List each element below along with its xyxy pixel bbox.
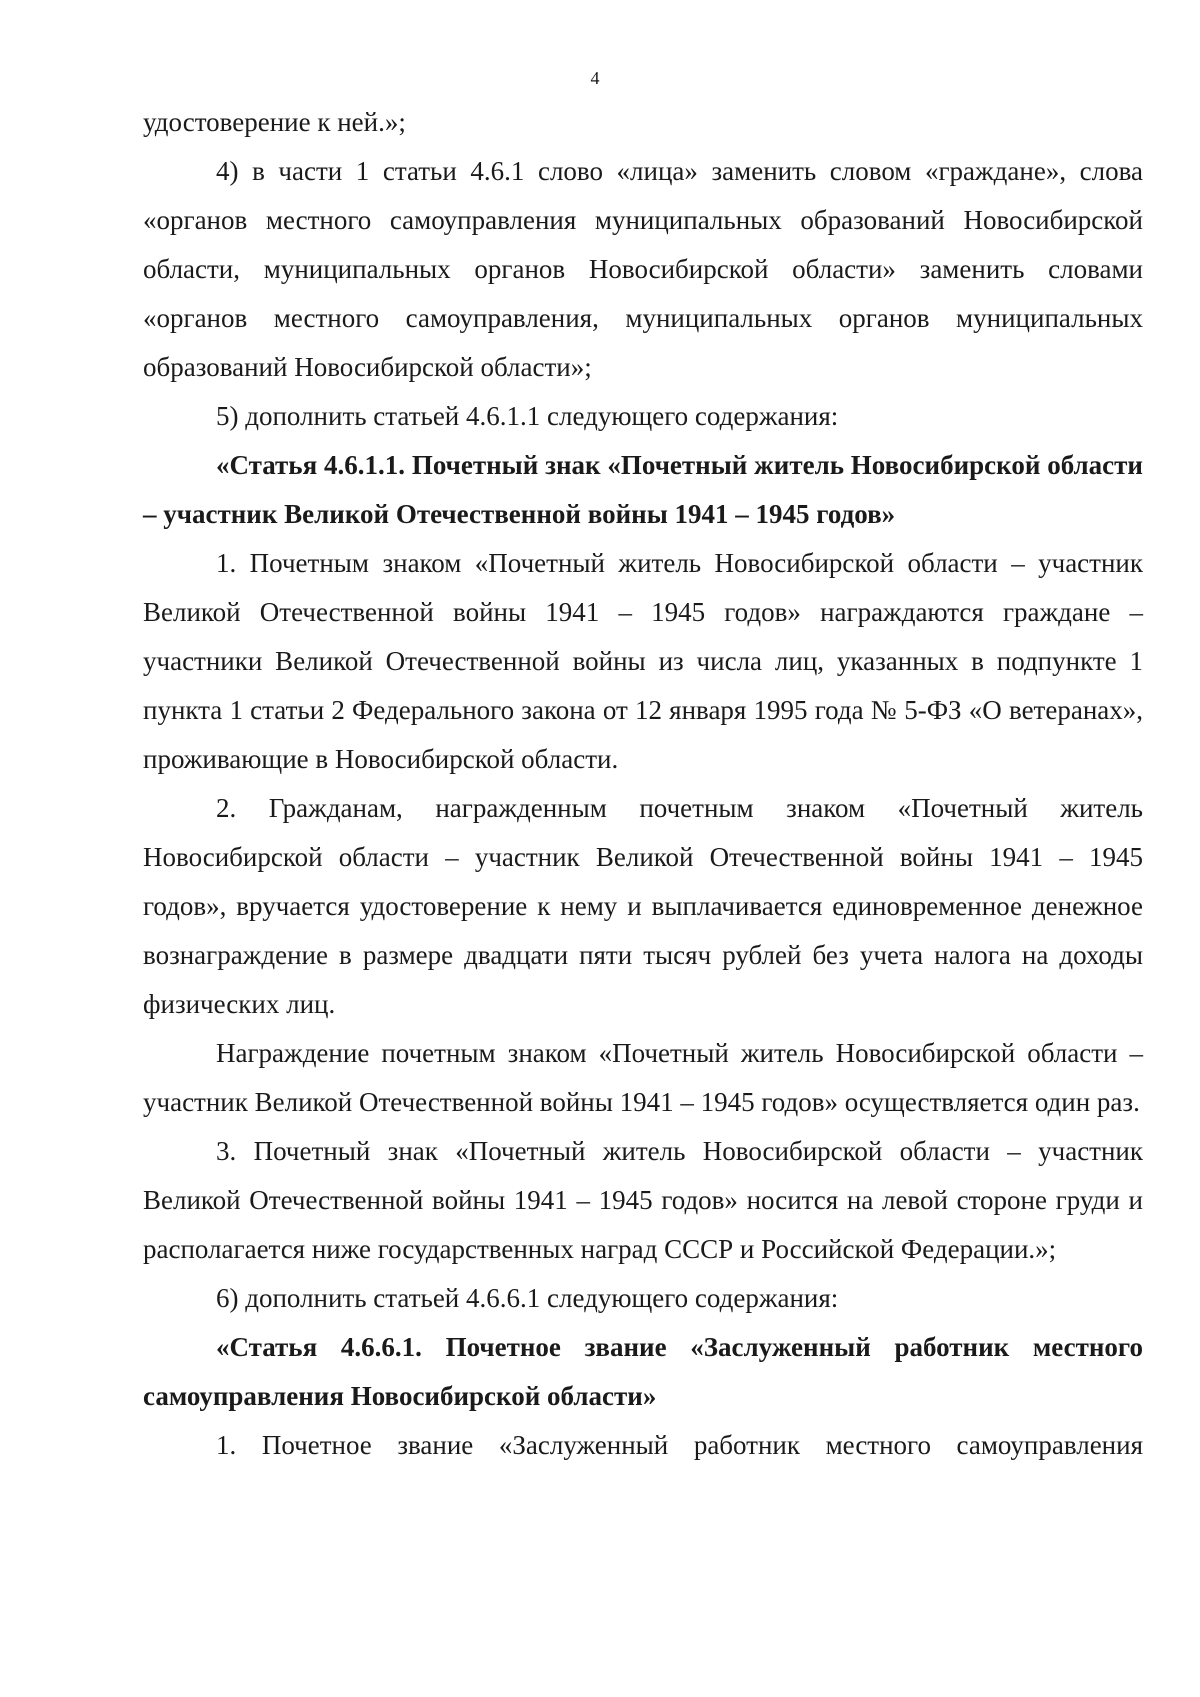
article-4-6-1-1-clause-3: 3. Почетный знак «Почетный житель Новосибирской области – участник Великой Отечественной войны 1941 – 1945 годов» носится на левой стороне груди и располагается ниже государственных наград СССР и Российской Федерации.»;: [143, 1136, 1143, 1264]
document-body: [143, 98, 1143, 1470]
paragraph-item-6: 6) дополнить статьей 4.6.6.1 следующего содержания:: [216, 1283, 839, 1313]
article-4-6-6-1-clause-1: 1. Почетное звание «Заслуженный работник местного самоуправления: [216, 1430, 1143, 1460]
page-number: 4: [590, 68, 600, 88]
article-heading-4-6-6-1: «Статья 4.6.6.1. Почетное звание «Заслуженный работник местного самоуправления Новосибирской области»: [143, 1332, 1143, 1411]
article-4-6-1-1-clause-2: 2. Гражданам, награжденным почетным знаком «Почетный житель Новосибирской области – участник Великой Отечественной войны 1941 – 1945 годов», вручается удостоверение к нему и выплачивается единовременное денежное вознаграждение в размере двадцати пяти тысяч рублей без учета налога на доходы физических лиц.: [143, 793, 1143, 1019]
paragraph-continuation: удостоверение к ней.»;: [143, 107, 406, 137]
paragraph-item-4: 4) в части 1 статьи 4.6.1 слово «лица» заменить словом «граждане», слова «органов местного самоуправления муниципальных образований Новосибирской области, муниципальных органов Новосибирской области» заменить словами «органов местного самоуправления, муниципальных органов муниципальных образований Новосибирской области»;: [143, 156, 1143, 382]
article-4-6-1-1-clause-1: 1. Почетным знаком «Почетный житель Новосибирской области – участник Великой Отечественной войны 1941 – 1945 годов» награждаются граждане – участники Великой Отечественной войны из числа лиц, указанных в подпункте 1 пункта 1 статьи 2 Федерального закона от 12 января 1995 года № 5-ФЗ «О ветеранах», проживающие в Новосибирской области.: [143, 548, 1143, 774]
paragraph-item-5: 5) дополнить статьей 4.6.1.1 следующего содержания:: [216, 401, 839, 431]
article-heading-4-6-1-1: «Статья 4.6.1.1. Почетный знак «Почетный житель Новосибирской области – участник Великой Отечественной войны 1941 – 1945 годов»: [143, 450, 1143, 529]
article-4-6-1-1-clause-2-note: Награждение почетным знаком «Почетный житель Новосибирской области – участник Великой Отечественной войны 1941 – 1945 годов» осуществляется один раз.: [143, 1038, 1143, 1117]
